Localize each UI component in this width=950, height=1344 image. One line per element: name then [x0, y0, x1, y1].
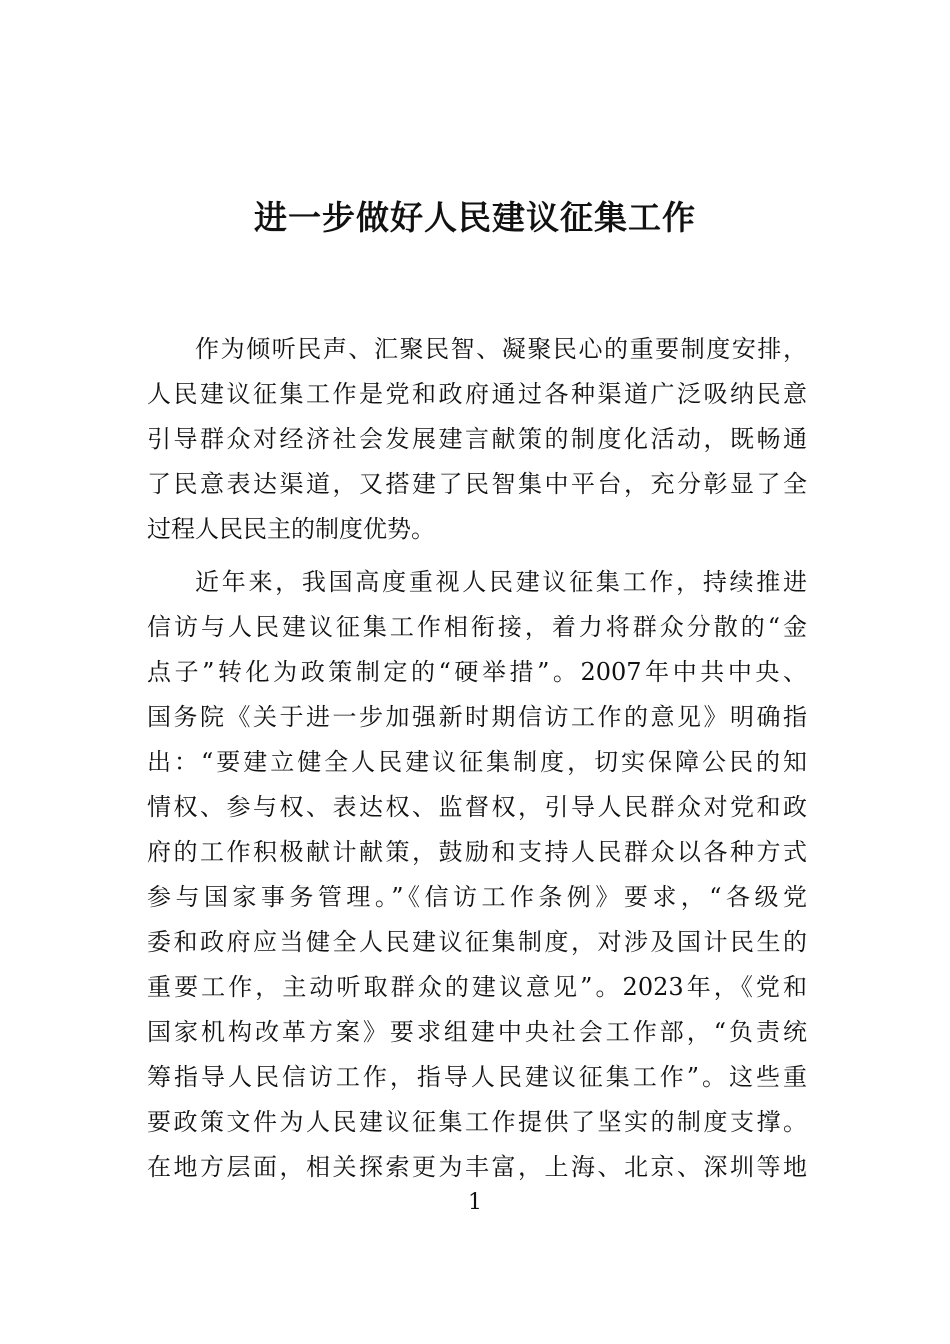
document-body [147, 327, 807, 1190]
text-line: 过程人民民主的制度优势。 [147, 515, 435, 543]
text-line: 委和政府应当健全人民建议征集制度，对涉及国计民生的 [147, 928, 807, 956]
text-line: 筹指导人民信访工作，指导人民建议征集工作”。这些重 [147, 1063, 807, 1091]
document-title: 进一步做好人民建议征集工作 [254, 198, 696, 237]
text-line: 重要工作，主动听取群众的建议意见”。2023年，《党和 [147, 973, 807, 1001]
text-line: 府的工作积极献计献策，鼓励和支持人民群众以各种方式 [147, 838, 807, 866]
text-line: 了民意表达渠道，又搭建了民智集中平台，充分彰显了全 [147, 470, 807, 498]
text-line: 在地方层面，相关探索更为丰富，上海、北京、深圳等地 [147, 1153, 807, 1181]
text-line: 国家机构改革方案》要求组建中央社会工作部，“负责统 [147, 1018, 807, 1046]
text-line: 参与国家事务管理。”《信访工作条例》要求，“各级党 [147, 883, 807, 911]
page-number: 1 [468, 1190, 482, 1215]
paragraph-1 [147, 327, 807, 552]
text-line: 出：“要建立健全人民建议征集制度，切实保障公民的知 [147, 748, 807, 776]
text-line: 近年来，我国高度重视人民建议征集工作，持续推进 [195, 568, 807, 596]
text-line: 点子”转化为政策制定的“硬举措”。2007年中共中央、 [147, 658, 807, 686]
text-line: 要政策文件为人民建议征集工作提供了坚实的制度支撑。 [147, 1108, 807, 1136]
text-line: 信访与人民建议征集工作相衔接，着力将群众分散的“金 [147, 613, 807, 641]
paragraph-2 [147, 560, 807, 1190]
text-line: 情权、参与权、表达权、监督权，引导人民群众对党和政 [147, 793, 807, 821]
text-line: 作为倾听民声、汇聚民智、凝聚民心的重要制度安排， [195, 335, 807, 363]
text-line: 人民建议征集工作是党和政府通过各种渠道广泛吸纳民意 [147, 380, 807, 408]
text-line: 国务院《关于进一步加强新时期信访工作的意见》明确指 [147, 703, 807, 731]
text-line: 引导群众对经济社会发展建言献策的制度化活动，既畅通 [147, 425, 807, 453]
